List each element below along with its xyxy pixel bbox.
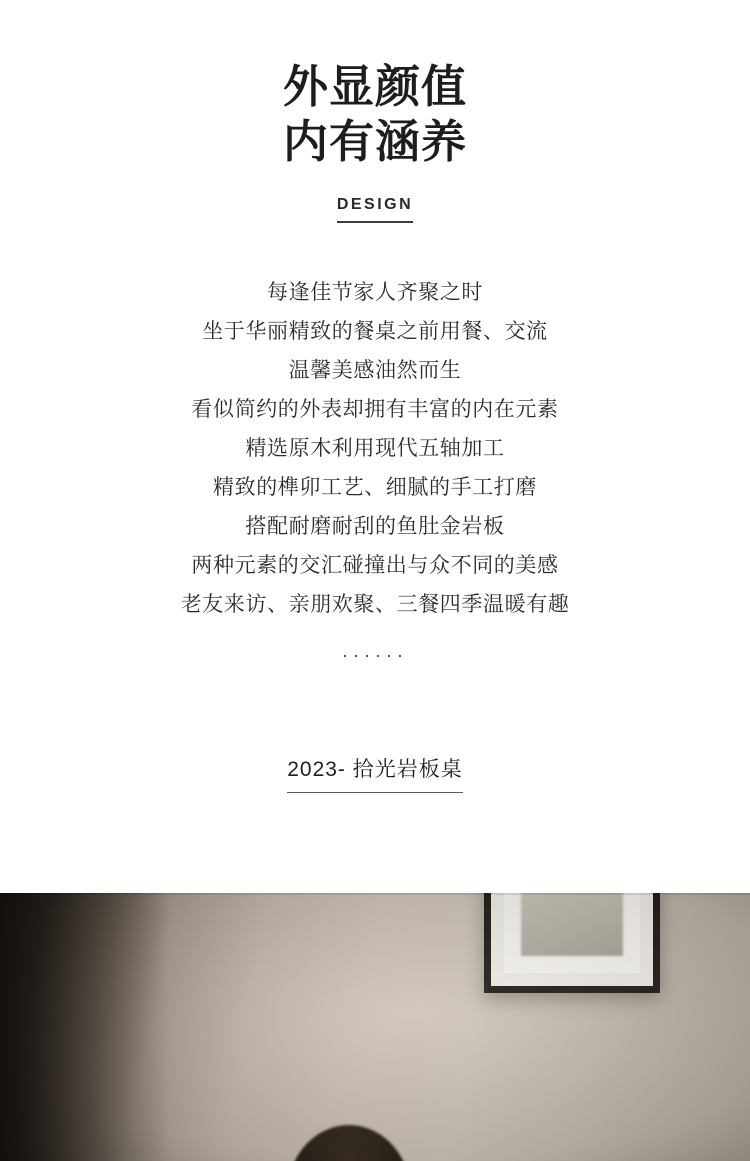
page-title-line-2: 内有涵养	[282, 115, 467, 167]
product-signature: 2023- 拾光岩板桌	[287, 753, 463, 793]
photo-top-seam	[0, 893, 750, 895]
body-line: 两种元素的交汇碰撞出与众不同的美感	[191, 553, 559, 577]
body-line: 坐于华丽精致的餐桌之前用餐、交流	[202, 319, 548, 343]
body-line: 每逢佳节家人齐聚之时	[267, 280, 483, 304]
lifestyle-photo	[0, 893, 750, 1161]
body-line: 搭配耐磨耐刮的鱼肚金岩板	[245, 514, 505, 538]
photo-vignette	[0, 893, 750, 1161]
body-copy	[181, 273, 570, 675]
body-line: 精选原木利用现代五轴加工	[245, 436, 505, 460]
section-label-design: DESIGN	[337, 196, 413, 223]
page-title	[283, 60, 467, 170]
body-line: 精致的榫卯工艺、细腻的手工打磨	[213, 475, 537, 499]
body-line: 看似简约的外表却拥有丰富的内在元素	[191, 397, 559, 421]
body-line: 老友来访、亲朋欢聚、三餐四季温暖有趣	[180, 592, 570, 616]
page-title-line-1: 外显颜值	[282, 61, 467, 112]
ellipsis-text: ······	[342, 644, 408, 665]
body-line: 温馨美感油然而生	[288, 358, 462, 382]
